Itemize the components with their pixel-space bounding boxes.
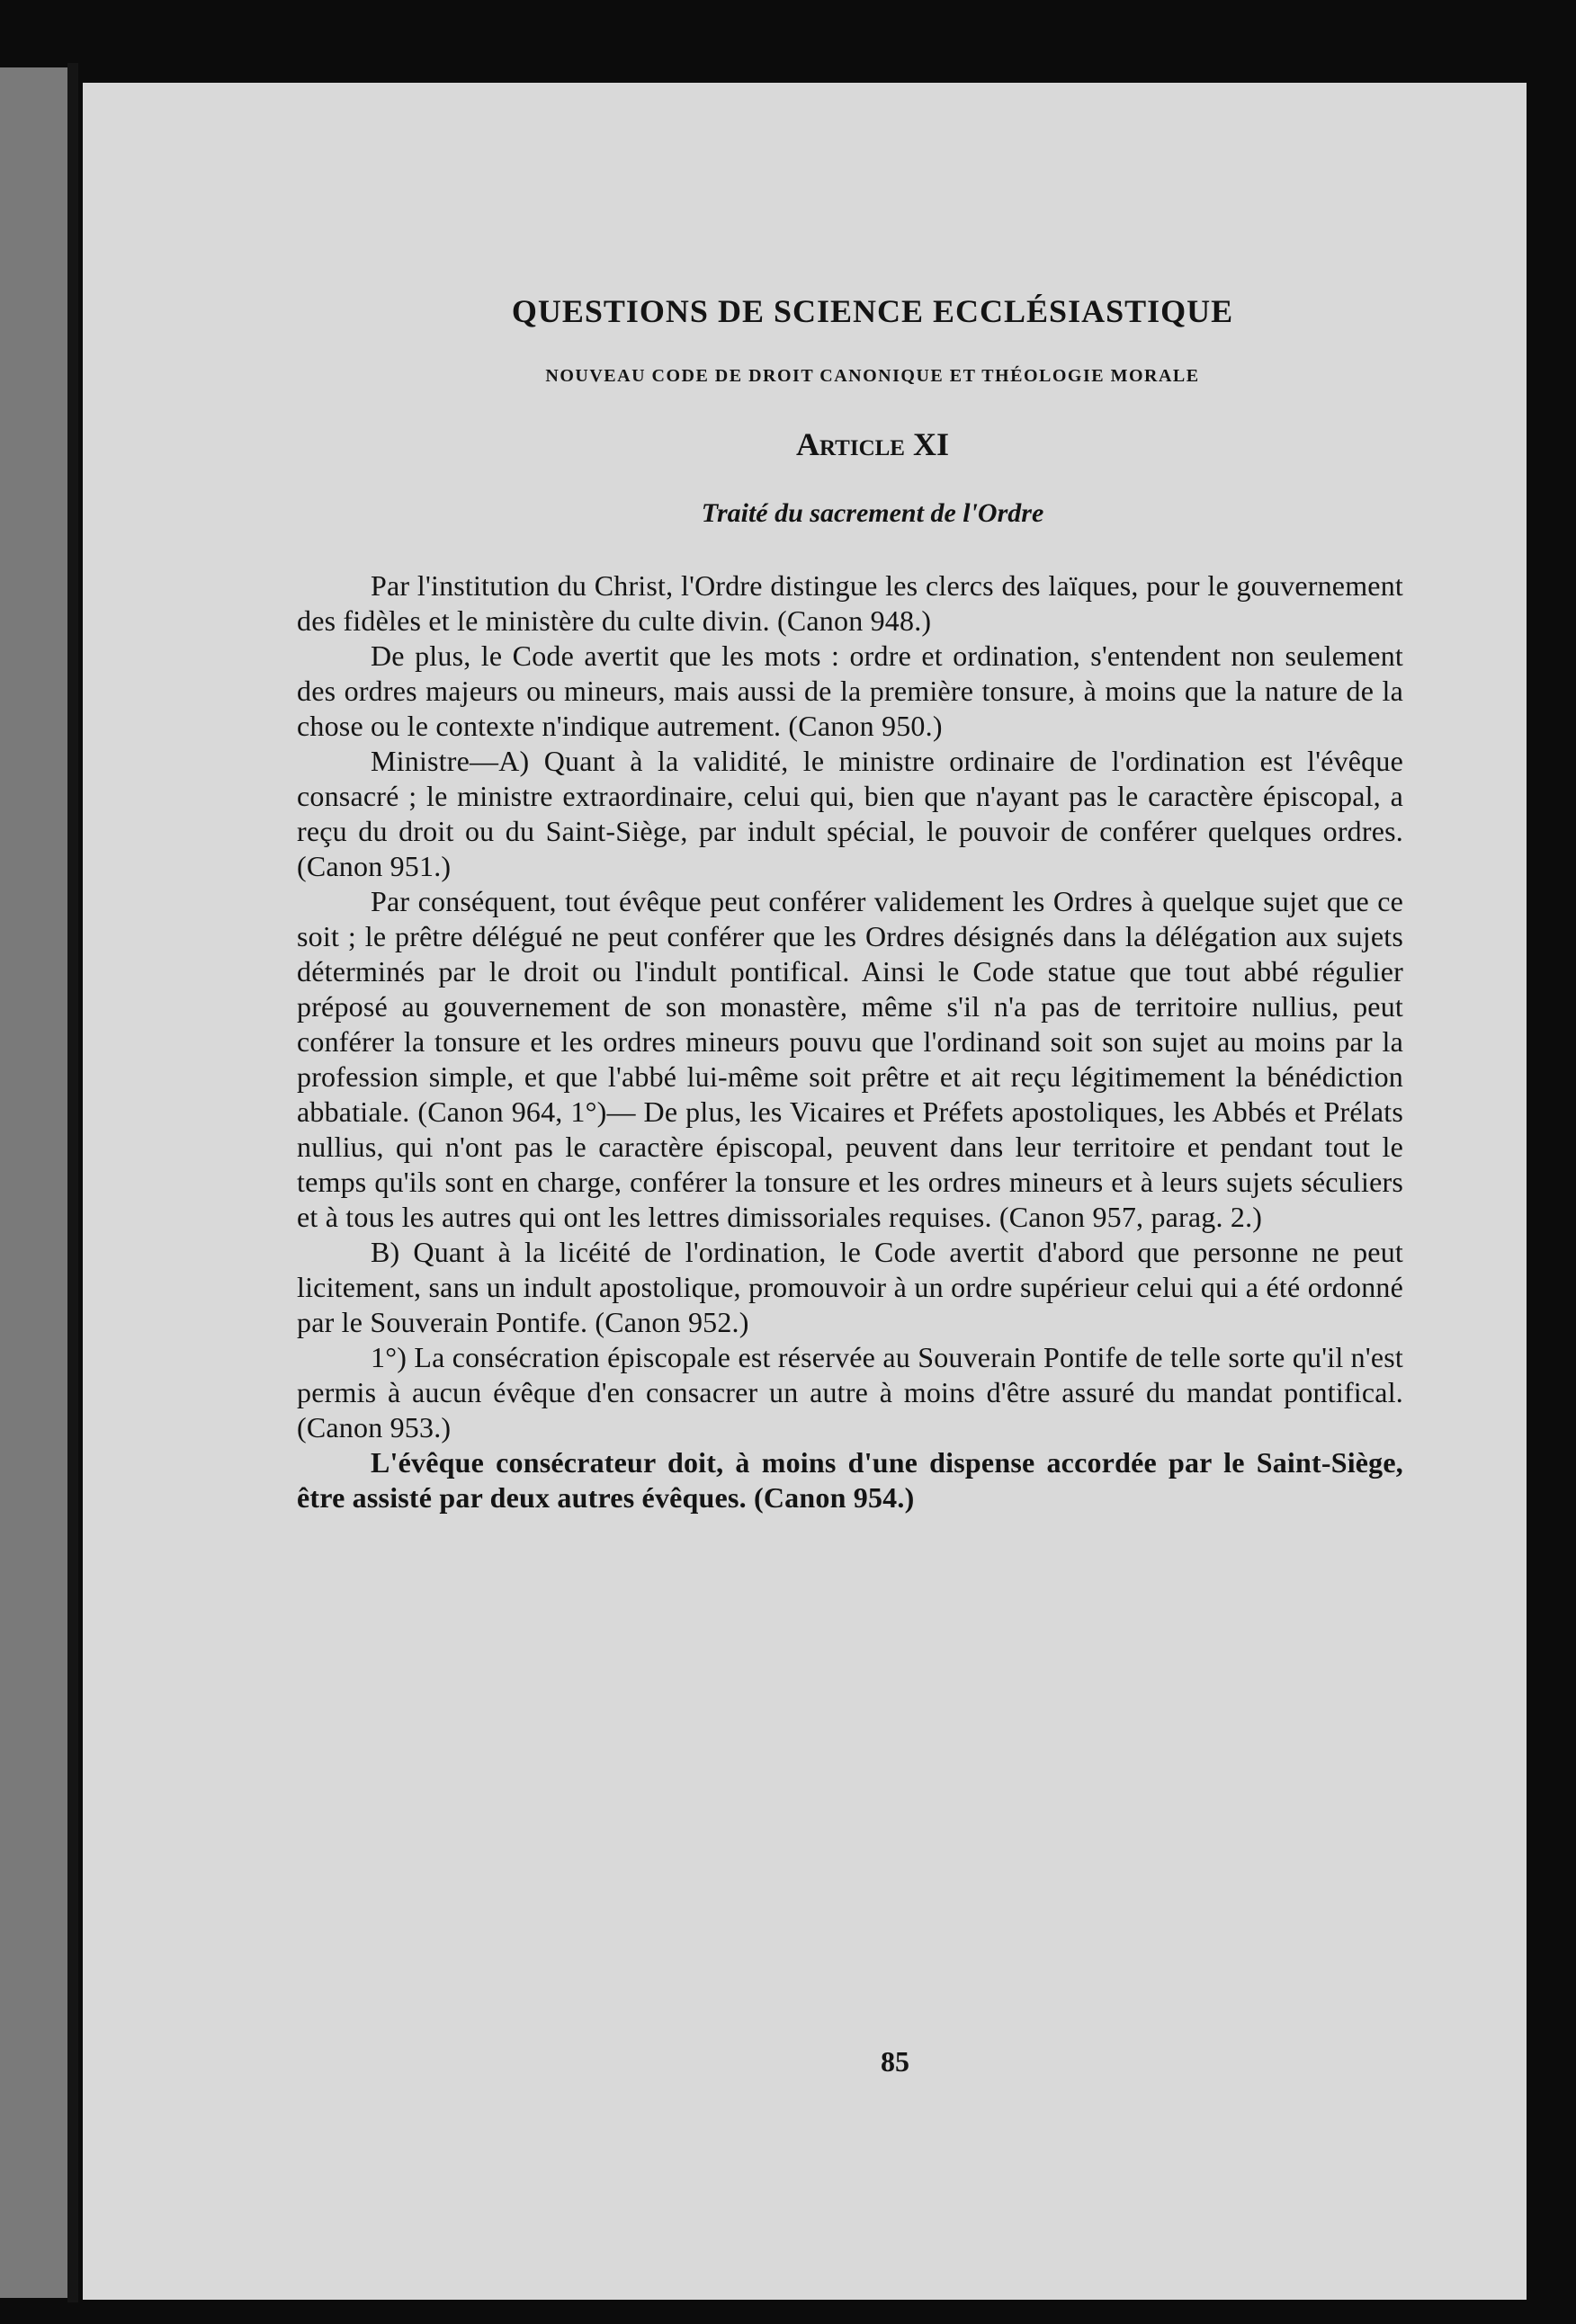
article-number: XI bbox=[912, 426, 949, 462]
paragraph-minister-validity: Ministre—A) Quant à la validité, le ministre ordinaire de l'ordination est l'évêque consacré ; le ministre extraordinaire, celui qui, bien que n'ayant pas le caractère épiscopal, a reçu du droit ou du Saint-Siège, par indult spécial, le pouvoir de conférer quelques ordres. (Canon 951.) bbox=[297, 745, 1403, 882]
paragraph-definition: De plus, le Code avertit que les mots : ordre et ordination, s'entendent non seulement des ordres majeurs ou mineurs, mais aussi de la première tonsure, à moins que la nature de la chose ou le contexte n'indique autrement. (Canon 950.) bbox=[297, 639, 1403, 742]
paragraph-consecrator: L'évêque consécrateur doit, à moins d'une dispense accordée par le Saint-Siège, être assisté par deux autres évêques. (Canon 954.) bbox=[297, 1446, 1403, 1514]
paragraph-consequence: Par conséquent, tout évêque peut conférer validement les Ordres à quelque sujet que ce soit ; le prêtre délégué ne peut conférer que les Ordres désignés dans la délégation aux sujets déterminés par le droit ou l'indult pontifical. Ainsi le Code statue que tout abbé régulier préposé au gouvernement de son monastère, même s'il n'a pas de territoire nullius, peut conférer la tonsure et les ordres mineurs pouvu que l'ordinand soit son sujet au moins par la profession simple, et que l'abbé lui-même soit prêtre et ait reçu légitimement la bénédiction abbatiale. (Canon 964, 1°)— De plus, les Vicaires et Préfets apostoliques, les Abbés et Prélats nullius, qui n'ont pas le caractère épiscopal, peuvent dans leur territoire et pendant tout le temps qu'ils sont en charge, conférer la tonsure et les ordres mineurs et à leurs sujets séculiers et à tous les autres qui ont les lettres dimissoriales requises. (Canon 957, parag. 2.) bbox=[297, 885, 1403, 1233]
scanned-page bbox=[83, 83, 1527, 2300]
adjacent-page-edge bbox=[0, 67, 67, 2298]
paragraph-institution: Par l'institution du Christ, l'Ordre distingue les clercs des laïques, pour le gouvernement des fidèles et le ministère du culte divin. (Canon 948.) bbox=[297, 569, 1403, 637]
section-title: NOUVEAU CODE DE DROIT CANONIQUE ET THÉOLOGIE MORALE bbox=[545, 366, 1200, 386]
page-content bbox=[297, 291, 1403, 2078]
paragraph-liceity: B) Quant à la licéité de l'ordination, le Code avertit d'abord que personne ne peut licitement, sans un indult apostolique, promouvoir à un ordre supérieur celui qui a été ordonné par le Souverain Pontife. (Canon 952.) bbox=[297, 1236, 1403, 1338]
article-heading bbox=[297, 425, 1403, 464]
article-label: Article bbox=[796, 426, 905, 462]
paragraph-episcopal-consecration: 1°) La consécration épiscopale est réservée au Souverain Pontife de telle sorte qu'il n'est permis à aucun évêque d'en consacrer un autre à moins d'être assuré du mandat pontifical. (Canon 953.) bbox=[297, 1341, 1403, 1444]
article-subtitle: Traité du sacrement de l'Ordre bbox=[701, 498, 1044, 528]
body-text bbox=[297, 568, 1403, 1515]
page-number: 85 bbox=[881, 2045, 909, 2078]
journal-title: QUESTIONS DE SCIENCE ECCLÉSIASTIQUE bbox=[511, 293, 1234, 329]
book-gutter bbox=[67, 63, 78, 2302]
